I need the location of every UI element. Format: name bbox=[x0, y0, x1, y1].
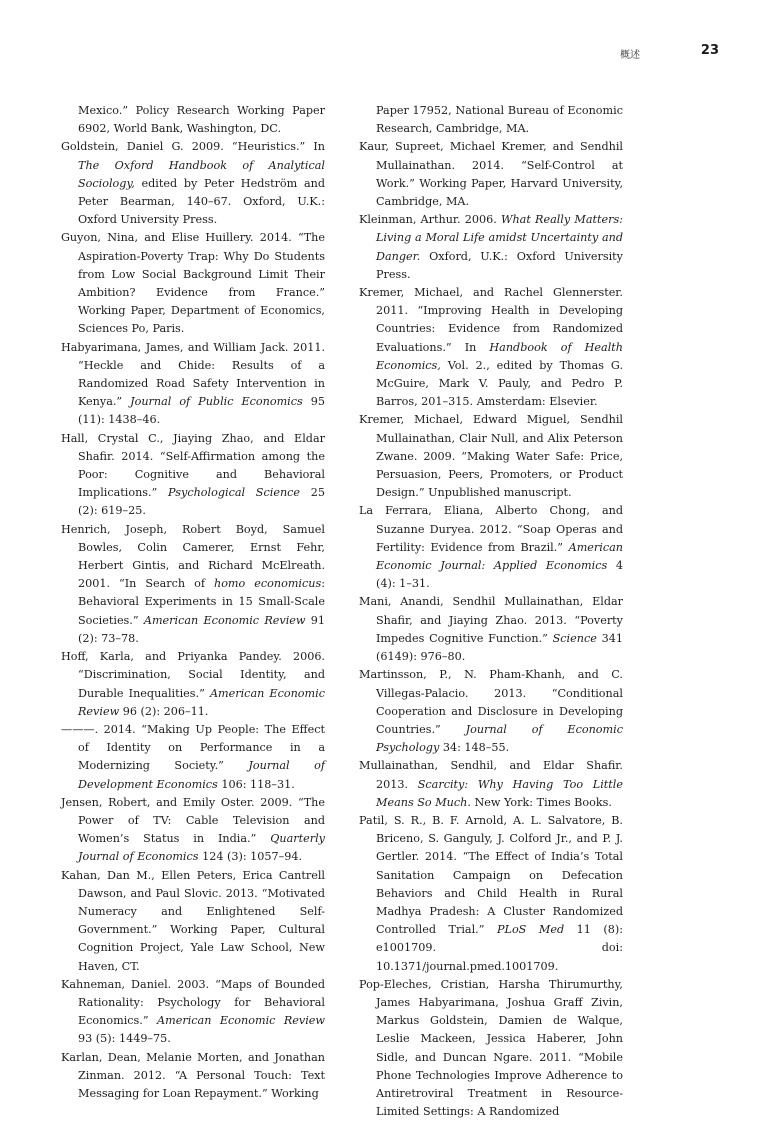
reference-entry bbox=[61, 867, 325, 976]
reference-entry bbox=[61, 339, 325, 430]
reference-text: Pop-Eleches, Cristian, Harsha Thirumurthy, James Habyarimana, Joshua Graff Zivin, Markus Goldstein, Damien de Walque, Leslie Mackeen, Jessica Haberer, John Sidle, and Duncan Ngare. 2011. “Mobile Phone Technologies Improve Adherence to Antiretroviral Treatment in Resource-Limited Settings: A Randomized bbox=[359, 977, 623, 1119]
reference-text: Kaur, Supreet, Michael Kremer, and Sendhil Mullainathan. 2014. “Self-Control at Work.” Working Paper, Harvard University, Cambridge, MA. bbox=[359, 140, 623, 209]
reference-text: Oxford, U.K.: Oxford University Press. bbox=[376, 249, 623, 281]
reference-text: Kahneman, Daniel. 2003. “Maps of Bounded Rationality: Psychology for Behavioral Economics.” bbox=[61, 977, 325, 1028]
reference-text: Henrich, Joseph, Robert Boyd, Samuel Bowles, Colin Camerer, Ernst Fehr, Herbert Gintis, and Richard McElreath. 2001. “In Search of bbox=[61, 522, 325, 591]
reference-text: Kleinman, Arthur. 2006. bbox=[359, 213, 501, 227]
reference-text: Hall, Crystal C., Jiaying Zhao, and Eldar Shafir. 2014. “Self-Affirmation among the Poor: Cognitive and Behavioral Implications.” bbox=[61, 431, 325, 500]
reference-text: 11 (8): e1001709. doi: 10.1371/journal.pmed.1001709. bbox=[376, 923, 624, 973]
reference-text: Vol. 2., edited by Thomas G. McGuire, Mark V. Pauly, and Pedro P. Barros, 201–315. Amsterdam: Elsevier. bbox=[376, 358, 623, 409]
reference-text: Martinsson, P., N. Pham-Khanh, and C. Villegas-Palacio. 2013. “Conditional Cooperation and Disclosure in Developing Countries.” bbox=[359, 668, 623, 736]
reference-italic-title: homo economicus bbox=[213, 577, 322, 591]
reference-text: Mani, Anandi, Sendhil Mullainathan, Eldar Shafir, and Jiaying Zhao. 2013. “Poverty Impedes Cognitive Function.” bbox=[359, 595, 623, 645]
reference-entry bbox=[359, 102, 623, 138]
reference-entry bbox=[359, 211, 623, 284]
reference-text: Jensen, Robert, and Emily Oster. 2009. “The Power of TV: Cable Television and Women’s Status in India.” bbox=[61, 795, 325, 846]
reference-text: 96 (2): 206–11. bbox=[119, 704, 209, 718]
reference-entry bbox=[61, 138, 325, 229]
reference-entry bbox=[61, 102, 325, 138]
reference-entry bbox=[61, 229, 325, 338]
reference-text: Patil, S. R., B. F. Arnold, A. L. Salvatore, B. Briceno, S. Ganguly, J. Colford Jr., and P. J. Gertler. 2014. “The Effect of India’s Total Sanitation Campaign on Defecation Behaviors and Child Health in Rural Madhya Pradesh: A Cluster Randomized Controlled Trial.” bbox=[359, 813, 623, 937]
reference-italic-title: Scarcity: Why Having Too Little Means So Much. bbox=[376, 777, 623, 809]
reference-entry bbox=[61, 721, 325, 794]
page-number: 23 bbox=[700, 43, 719, 58]
reference-entry bbox=[61, 976, 325, 1049]
reference-text: 106: 118–31. bbox=[217, 777, 295, 791]
right-column bbox=[359, 102, 623, 1121]
reference-entry bbox=[359, 757, 623, 812]
reference-italic-title: PLoS Med bbox=[496, 923, 565, 937]
reference-entry bbox=[359, 666, 623, 757]
left-column bbox=[61, 102, 325, 1103]
reference-text: Karlan, Dean, Melanie Morten, and Jonathan Zinman. 2012. “A Personal Touch: Text Messaging for Loan Repayment.” Working bbox=[61, 1050, 325, 1100]
reference-italic-title: American Economic Review bbox=[157, 1014, 325, 1028]
reference-text: La Ferrara, Eliana, Alberto Chong, and Suzanne Duryea. 2012. “Soap Operas and Fertility: Evidence from Brazil.” bbox=[359, 504, 623, 554]
reference-italic-title: American Economic Journal: Applied Economics bbox=[376, 540, 623, 573]
reference-text: Goldstein, Daniel G. 2009. “Heuristics.” In bbox=[61, 140, 325, 154]
reference-italic-title: Journal of Economic Psychology bbox=[376, 722, 623, 755]
reference-text: Hoff, Karla, and Priyanka Pandey. 2006. “Discrimination, Social Identity, and Durable Inequalities.” bbox=[61, 650, 325, 700]
reference-text: 91 (2): 73–78. bbox=[78, 613, 325, 645]
reference-text: Habyarimana, James, and William Jack. 2011. “Heckle and Chide: Results of a Randomized Road Safety Intervention in Kenya.” bbox=[61, 340, 325, 409]
reference-text: Paper 17952, National Bureau of Economic Research, Cambridge, MA. bbox=[376, 104, 623, 136]
reference-text: Kahan, Dan M., Ellen Peters, Erica Cantrell Dawson, and Paul Slovic. 2013. “Motivated Numeracy and Enlightened Self-Government.” Working Paper, Cultural Cognition Project, Yale Law School, New Haven, CT. bbox=[61, 868, 325, 973]
reference-italic-title: Handbook of Health Economics, bbox=[376, 340, 623, 372]
reference-italic-title: Quarterly Journal of Economics bbox=[78, 832, 325, 864]
reference-text: New York: Times Books. bbox=[470, 795, 612, 809]
reference-italic-title: Science bbox=[552, 631, 597, 645]
reference-entry bbox=[359, 502, 623, 593]
reference-text: edited by Peter Hedström and Peter Bearman, 140–67. Oxford, U.K.: Oxford University Press. bbox=[78, 176, 325, 227]
reference-entry bbox=[359, 411, 623, 502]
reference-text: Kremer, Michael, Edward Miguel, Sendhil Mullainathan, Clair Null, and Alix Peterson Zwane. 2009. “Making Water Safe: Price, Persuasion, Peers, Promoters, or Product Design.” Unpublished manuscript. bbox=[359, 413, 623, 500]
reference-text: 4 (4): 1–31. bbox=[376, 559, 623, 591]
reference-entry bbox=[359, 284, 623, 411]
reference-italic-title: Psychological Science bbox=[168, 486, 301, 500]
reference-entry bbox=[359, 976, 623, 1121]
reference-text: 25 (2): 619–25. bbox=[78, 486, 325, 518]
reference-entry bbox=[359, 593, 623, 666]
reference-italic-title: Journal of Public Economics bbox=[130, 395, 303, 409]
reference-text: ———. 2014. “Making Up People: The Effect of Identity on Performance in a Modernizing Society.” bbox=[61, 722, 325, 773]
reference-italic-title: Journal of Development Economics bbox=[78, 759, 325, 791]
reference-italic-title: American Economic Review bbox=[143, 613, 306, 627]
running-header bbox=[0, 40, 780, 64]
reference-italic-title: What Really Matters: Living a Moral Life amidst Uncertainty and Danger. bbox=[376, 213, 623, 263]
reference-entry bbox=[61, 794, 325, 867]
reference-entry bbox=[359, 138, 623, 211]
reference-text: 95 (11): 1438–46. bbox=[78, 395, 325, 427]
reference-text: 341 (6149): 976–80. bbox=[376, 631, 623, 664]
reference-text: 93 (5): 1449–75. bbox=[78, 1032, 171, 1046]
reference-italic-title: American Economic Review bbox=[78, 686, 325, 718]
reference-text: : Behavioral Experiments in 15 Small-Scale Societies.” bbox=[78, 577, 325, 627]
reference-entry bbox=[61, 1049, 325, 1104]
reference-italic-title: The Oxford Handbook of Analytical Sociology, bbox=[78, 158, 325, 190]
reference-text: Mullainathan, Sendhil, and Eldar Shafir. 2013. bbox=[359, 759, 623, 791]
reference-text: 34: 148–55. bbox=[439, 741, 510, 755]
reference-text: 124 (3): 1057–94. bbox=[198, 850, 303, 864]
reference-entry bbox=[61, 430, 325, 521]
reference-entry bbox=[61, 521, 325, 648]
reference-entry bbox=[61, 648, 325, 721]
reference-entry bbox=[359, 812, 623, 976]
reference-text: Mexico.” Policy Research Working Paper 6902, World Bank, Washington, DC. bbox=[78, 104, 325, 136]
reference-text: Guyon, Nina, and Elise Huillery. 2014. “The Aspiration-Poverty Trap: Why Do Students from Low Social Background Limit Their Ambition? Evidence from France.” Working Paper, Department of Economics, Sciences Po, Paris. bbox=[61, 231, 325, 336]
section-title: 概述 bbox=[620, 50, 640, 61]
reference-text: Kremer, Michael, and Rachel Glennerster. 2011. “Improving Health in Developing Countries: Evidence from Randomized Evaluations.” In bbox=[359, 286, 623, 354]
